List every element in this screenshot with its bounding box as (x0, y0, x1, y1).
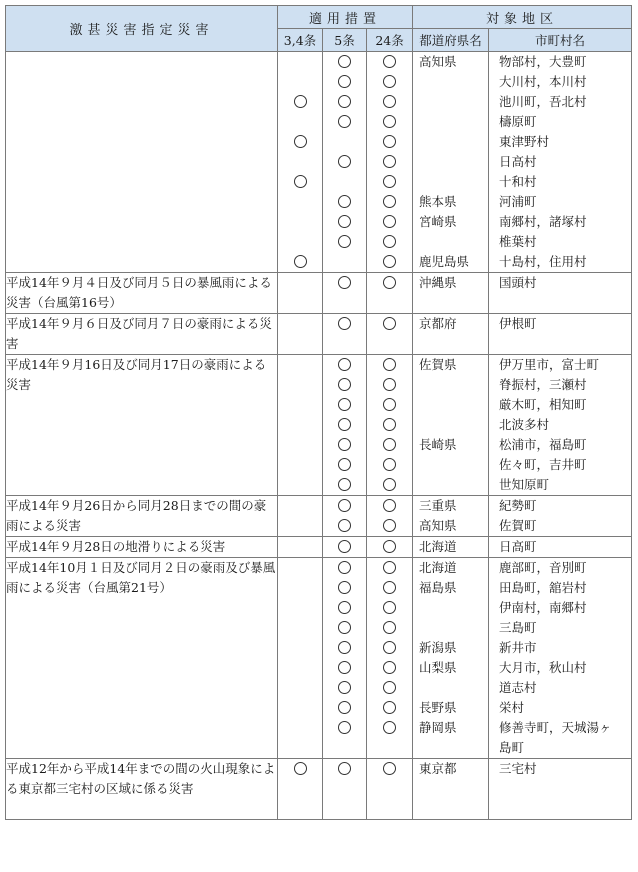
prefecture-name: 北海道 (419, 539, 457, 554)
circle-mark-icon (338, 621, 351, 634)
municipality-name: 国頭村 (499, 275, 537, 290)
circle-mark-icon (383, 561, 396, 574)
disaster-name: 平成14年９月26日から同月28日までの間の豪雨による災害 (6, 496, 278, 537)
circle-mark-icon (338, 499, 351, 512)
prefecture-name (413, 799, 488, 819)
disaster-name: 平成14年９月４日及び同月５日の暴風雨による災害（台風第16号） (6, 273, 278, 314)
prefecture-name (413, 779, 488, 799)
circle-mark-icon (383, 235, 396, 248)
prefecture-cell (413, 496, 489, 537)
circle-mark-icon (294, 255, 307, 268)
circle-mark-icon (383, 75, 396, 88)
measure-m24-cell (367, 558, 413, 759)
measure-m24-cell (367, 496, 413, 537)
circle-mark-icon (338, 561, 351, 574)
circle-mark-icon (338, 378, 351, 391)
header-municipality: 市町村名 (489, 29, 632, 52)
measure-m34-cell (278, 52, 323, 273)
circle-mark-icon (338, 115, 351, 128)
measure-m5-cell (323, 355, 367, 496)
circle-mark-icon (338, 601, 351, 614)
municipality-name: 物部村，大豊町 (499, 54, 587, 69)
measure-m34-cell (278, 355, 323, 496)
circle-mark-icon (383, 478, 396, 491)
municipality-name: 脊振村，三瀬村 (499, 377, 587, 392)
circle-mark-icon (383, 519, 396, 532)
municipality-name: 日高町 (499, 539, 537, 554)
prefecture-name: 鹿児島県 (419, 254, 470, 269)
measure-m24-cell (367, 314, 413, 355)
circle-mark-icon (383, 418, 396, 431)
header-disaster: 激甚災害指定災害 (6, 6, 278, 52)
prefecture-cell (413, 558, 489, 759)
measure-m34-cell (278, 314, 323, 355)
circle-mark-icon (338, 75, 351, 88)
municipality-name: 十島村，住用村 (499, 254, 587, 269)
measure-m5-cell (323, 558, 367, 759)
municipality-cell (489, 558, 632, 759)
circle-mark-icon (338, 235, 351, 248)
municipality-name: 池川町，吾北村 (499, 94, 587, 109)
measure-m24-cell (367, 273, 413, 314)
measure-m34-cell (278, 558, 323, 759)
measure-m24-cell (367, 759, 413, 820)
prefecture-name (413, 475, 488, 495)
circle-mark-icon (338, 478, 351, 491)
measure-m5-cell (323, 496, 367, 537)
prefecture-name: 高知県 (419, 54, 457, 69)
circle-mark-icon (338, 215, 351, 228)
disaster-name: 平成12年から平成14年までの間の火山現象による東京都三宅村の区域に係る災害 (6, 759, 278, 820)
prefecture-name (413, 92, 488, 112)
table-row (6, 496, 632, 537)
municipality-name: 大川村，本川村 (499, 74, 587, 89)
prefecture-name (413, 618, 488, 638)
municipality-cell (489, 537, 632, 558)
circle-mark-icon (338, 398, 351, 411)
circle-mark-icon (294, 135, 307, 148)
measure-m34-cell (278, 496, 323, 537)
disaster-name: 平成14年９月６日及び同月７日の豪雨による災害 (6, 314, 278, 355)
table-row (6, 355, 632, 496)
measure-m24-cell (367, 52, 413, 273)
prefecture-cell (413, 537, 489, 558)
circle-mark-icon (383, 95, 396, 108)
table-row (6, 558, 632, 759)
circle-mark-icon (383, 762, 396, 775)
prefecture-name (413, 232, 488, 252)
municipality-name: 鹿部町，音別町 (499, 560, 587, 575)
circle-mark-icon (338, 195, 351, 208)
municipality-name: 松浦市，福島町 (499, 437, 587, 452)
circle-mark-icon (383, 601, 396, 614)
disaster-name: 平成14年９月16日及び同月17日の豪雨による災害 (6, 355, 278, 496)
table-row (6, 314, 632, 355)
circle-mark-icon (383, 255, 396, 268)
prefecture-name: 北海道 (419, 560, 457, 575)
prefecture-name: 東京都 (419, 761, 457, 776)
municipality-name: 河浦町 (499, 194, 537, 209)
municipality-name: 三島町 (499, 620, 537, 635)
circle-mark-icon (383, 195, 396, 208)
circle-mark-icon (338, 641, 351, 654)
prefecture-name (413, 738, 488, 758)
municipality-name: 南郷村，諸塚村 (499, 214, 587, 229)
prefecture-name: 熊本県 (419, 194, 457, 209)
circle-mark-icon (338, 358, 351, 371)
municipality-name: 島町 (499, 740, 525, 755)
measure-m24-cell (367, 537, 413, 558)
circle-mark-icon (383, 115, 396, 128)
measure-m5-cell (323, 537, 367, 558)
circle-mark-icon (383, 721, 396, 734)
measure-m5-cell (323, 759, 367, 820)
circle-mark-icon (338, 95, 351, 108)
municipality-name: 栄村 (499, 700, 525, 715)
circle-mark-icon (338, 681, 351, 694)
circle-mark-icon (383, 641, 396, 654)
prefecture-name: 宮崎県 (419, 214, 457, 229)
prefecture-cell (413, 273, 489, 314)
municipality-name: 三宅村 (499, 761, 537, 776)
circle-mark-icon (294, 175, 307, 188)
municipality-name: 東津野村 (499, 134, 550, 149)
municipality-cell (489, 273, 632, 314)
municipality-name: 新井市 (499, 640, 537, 655)
municipality-name: 椎葉村 (499, 234, 537, 249)
circle-mark-icon (383, 681, 396, 694)
measure-m34-cell (278, 537, 323, 558)
circle-mark-icon (338, 55, 351, 68)
municipality-name: 紀勢町 (499, 498, 537, 513)
measure-m24-cell (367, 355, 413, 496)
prefecture-name (413, 72, 488, 92)
table-body (6, 52, 632, 820)
circle-mark-icon (338, 155, 351, 168)
circle-mark-icon (383, 276, 396, 289)
circle-mark-icon (383, 701, 396, 714)
circle-mark-icon (383, 398, 396, 411)
circle-mark-icon (383, 317, 396, 330)
municipality-name (489, 779, 631, 799)
circle-mark-icon (338, 540, 351, 553)
measure-m34-cell (278, 273, 323, 314)
circle-mark-icon (383, 215, 396, 228)
prefecture-cell (413, 314, 489, 355)
prefecture-name (413, 112, 488, 132)
disaster-designation-table (5, 5, 632, 820)
circle-mark-icon (338, 762, 351, 775)
circle-mark-icon (338, 276, 351, 289)
header-area: 対象地区 (413, 6, 632, 29)
prefecture-cell (413, 355, 489, 496)
circle-mark-icon (338, 701, 351, 714)
circle-mark-icon (338, 438, 351, 451)
municipality-name: 十和村 (499, 174, 537, 189)
header-measures: 適用措置 (278, 6, 413, 29)
municipality-name: 厳木町，相知町 (499, 397, 587, 412)
circle-mark-icon (338, 317, 351, 330)
circle-mark-icon (383, 378, 396, 391)
circle-mark-icon (383, 358, 396, 371)
prefecture-name: 佐賀県 (419, 357, 457, 372)
prefecture-name: 高知県 (419, 518, 457, 533)
disaster-name (6, 52, 278, 273)
municipality-name: 伊南村，南郷村 (499, 600, 587, 615)
prefecture-cell (413, 759, 489, 820)
circle-mark-icon (338, 418, 351, 431)
header-article-5: 5条 (323, 29, 367, 52)
disaster-name: 平成14年９月28日の地滑りによる災害 (6, 537, 278, 558)
circle-mark-icon (338, 519, 351, 532)
circle-mark-icon (338, 721, 351, 734)
table-row (6, 52, 632, 273)
prefecture-name (413, 415, 488, 435)
table-row (6, 273, 632, 314)
circle-mark-icon (338, 581, 351, 594)
municipality-name (489, 799, 631, 819)
circle-mark-icon (383, 55, 396, 68)
circle-mark-icon (383, 661, 396, 674)
circle-mark-icon (383, 621, 396, 634)
municipality-name: 日高村 (499, 154, 537, 169)
prefecture-name: 山梨県 (419, 660, 457, 675)
prefecture-name: 沖縄県 (419, 275, 457, 290)
prefecture-name: 三重県 (419, 498, 457, 513)
circle-mark-icon (383, 135, 396, 148)
municipality-name: 修善寺町，天城湯ヶ (499, 720, 612, 735)
header-prefecture: 都道府県名 (413, 29, 489, 52)
prefecture-cell (413, 52, 489, 273)
prefecture-name (413, 132, 488, 152)
prefecture-name (413, 375, 488, 395)
prefecture-name: 福島県 (419, 580, 457, 595)
prefecture-name (413, 172, 488, 192)
prefecture-name (413, 598, 488, 618)
prefecture-name: 長野県 (419, 700, 457, 715)
prefecture-name: 京都府 (419, 316, 457, 331)
circle-mark-icon (383, 175, 396, 188)
municipality-name: 大月市，秋山村 (499, 660, 587, 675)
measure-m34-cell (278, 759, 323, 820)
municipality-cell (489, 496, 632, 537)
prefecture-name (413, 152, 488, 172)
measure-m5-cell (323, 52, 367, 273)
circle-mark-icon (294, 95, 307, 108)
municipality-cell (489, 52, 632, 273)
municipality-name: 田島町，舘岩村 (499, 580, 587, 595)
municipality-name: 伊根町 (499, 316, 537, 331)
municipality-name: 佐賀町 (499, 518, 537, 533)
prefecture-name: 長崎県 (419, 437, 457, 452)
municipality-name: 伊万里市，富士町 (499, 357, 600, 372)
circle-mark-icon (383, 581, 396, 594)
table-row (6, 759, 632, 820)
municipality-cell (489, 314, 632, 355)
circle-mark-icon (338, 458, 351, 471)
prefecture-name (413, 455, 488, 475)
municipality-name: 佐々町，吉井町 (499, 457, 587, 472)
prefecture-name (413, 678, 488, 698)
circle-mark-icon (383, 540, 396, 553)
prefecture-name (413, 395, 488, 415)
municipality-name: 道志村 (499, 680, 537, 695)
municipality-cell (489, 759, 632, 820)
prefecture-name: 静岡県 (419, 720, 457, 735)
header-article-3-4: 3,4条 (278, 29, 323, 52)
municipality-name: 檮原町 (499, 114, 537, 129)
measure-m5-cell (323, 314, 367, 355)
circle-mark-icon (383, 155, 396, 168)
municipality-name: 世知原町 (499, 477, 550, 492)
municipality-cell (489, 355, 632, 496)
header-article-24: 24条 (367, 29, 413, 52)
prefecture-name: 新潟県 (419, 640, 457, 655)
circle-mark-icon (383, 438, 396, 451)
circle-mark-icon (338, 661, 351, 674)
circle-mark-icon (383, 499, 396, 512)
measure-m5-cell (323, 273, 367, 314)
table-row (6, 537, 632, 558)
municipality-name: 北波多村 (499, 417, 550, 432)
circle-mark-icon (383, 458, 396, 471)
circle-mark-icon (294, 762, 307, 775)
disaster-name: 平成14年10月１日及び同月２日の豪雨及び暴風雨による災害（台風第21号） (6, 558, 278, 759)
